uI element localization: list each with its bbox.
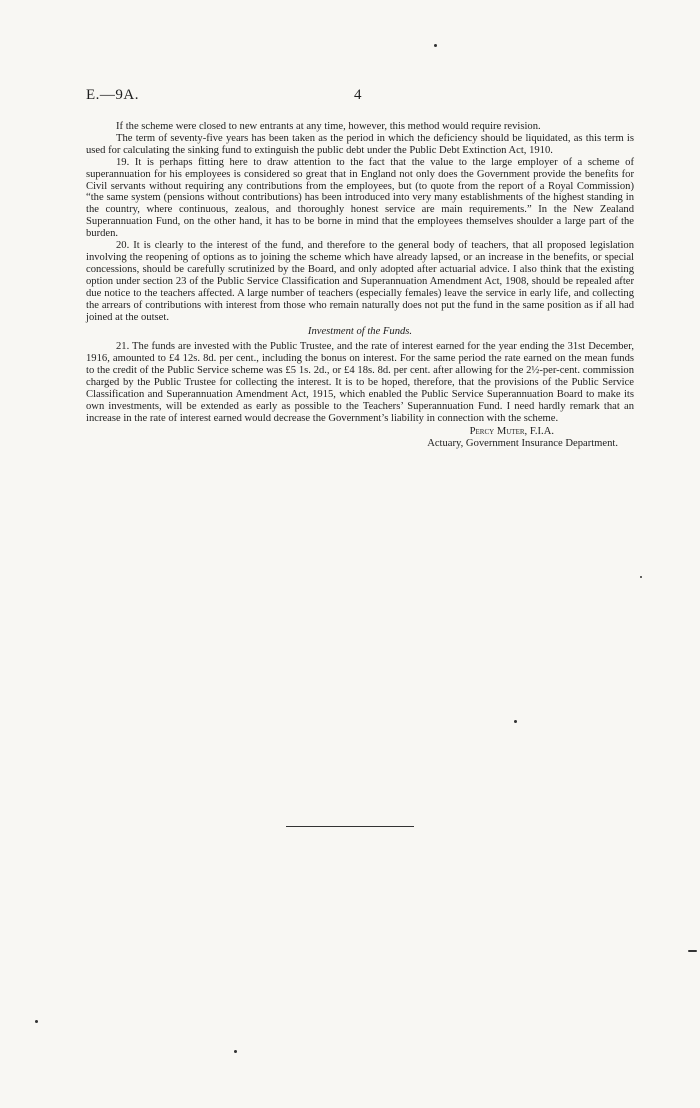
document-body — [86, 121, 634, 451]
paragraph-term: The term of seventy-five years has been taken as the period in which the deficiency should be liquidated, as this term is used for calculating the sinking fund to extinguish the public debt under the Public Debt Extinction Act, 1910. — [86, 132, 634, 156]
signature-block — [86, 426, 634, 451]
scan-speck — [640, 576, 642, 578]
section-heading: Investment of the Funds. — [307, 326, 413, 338]
scan-speck — [434, 44, 437, 47]
paragraph-revision: If the scheme were closed to new entrants at any time, however, this method would require revision. — [116, 121, 541, 132]
end-rule — [286, 826, 414, 827]
scan-speck — [234, 1050, 237, 1053]
scan-speck — [688, 950, 697, 952]
page-header — [86, 87, 612, 107]
scan-speck — [514, 720, 517, 723]
paragraph-19: 19. It is perhaps fitting here to draw attention to the fact that the value to the large employer of a scheme of superannuation for his employees is considered so great that in England not only does the Government provide the benefits for Civil servants without requiring any contributions from the employees, but (to quote from the report of a Royal Commission) “the same system (pensions without contributions) has been introduced into very many establishments of the highest standing in the country, where continuous, zealous, and thoroughly honest service are main requirements.” In the New Zealand Superannuation Fund, on the other hand, it has to be borne in mind that the employees themselves shoulder a large part of the burden. — [86, 156, 634, 240]
paragraph-21: 21. The funds are invested with the Public Trustee, and the rate of interest earned for the year ending the 31st December, 1916, amounted to £4 12s. 8d. per cent., including the bonus on interest. For the same period the rate earned on the mean funds to the credit of the Public Service scheme was £5 1s. 2d., or £4 18s. 8d. per cent. after allowing for the 2½-per-cent. commission charged by the Public Trustee for collecting the interest. It is to be hoped, therefore, that the provisions of the Public Service Classification and Superannuation Amendment Act, 1915, which enabled the Public Service Superannuation Board to make its own investments, will be extended as early as possible to the Teachers’ Superannuation Fund. I need hardly remark that an increase in the rate of interest earned would decrease the Government’s liability in connection with the scheme. — [86, 341, 634, 424]
signatory-name: Percy Muter, F.I.A. — [469, 425, 554, 437]
paragraph-20: 20. It is clearly to the interest of the fund, and therefore to the general body of teachers, that all proposed legislation involving the reopening of options as to joining the scheme which have already lapsed, or an increase in the benefits, or special concessions, should be carefully scrutinized by the Board, and only adopted after actuarial advice. I also think that the existing option under section 23 of the Public Service Classification and Superannuation Amendment Act, 1908, should be repealed after due notice to the teachers affected. A large number of teachers (especially females) leave the service in early life, and collecting the arrears of contributions with interest from those who remain naturally does not put the fund in the same position as if all had joined at the outset. — [86, 240, 634, 323]
signatory-title: Actuary, Government Insurance Department. — [427, 438, 618, 450]
page-number: 4 — [354, 87, 362, 103]
scan-speck — [35, 1020, 38, 1023]
document-reference: E.—9A. — [86, 87, 139, 103]
